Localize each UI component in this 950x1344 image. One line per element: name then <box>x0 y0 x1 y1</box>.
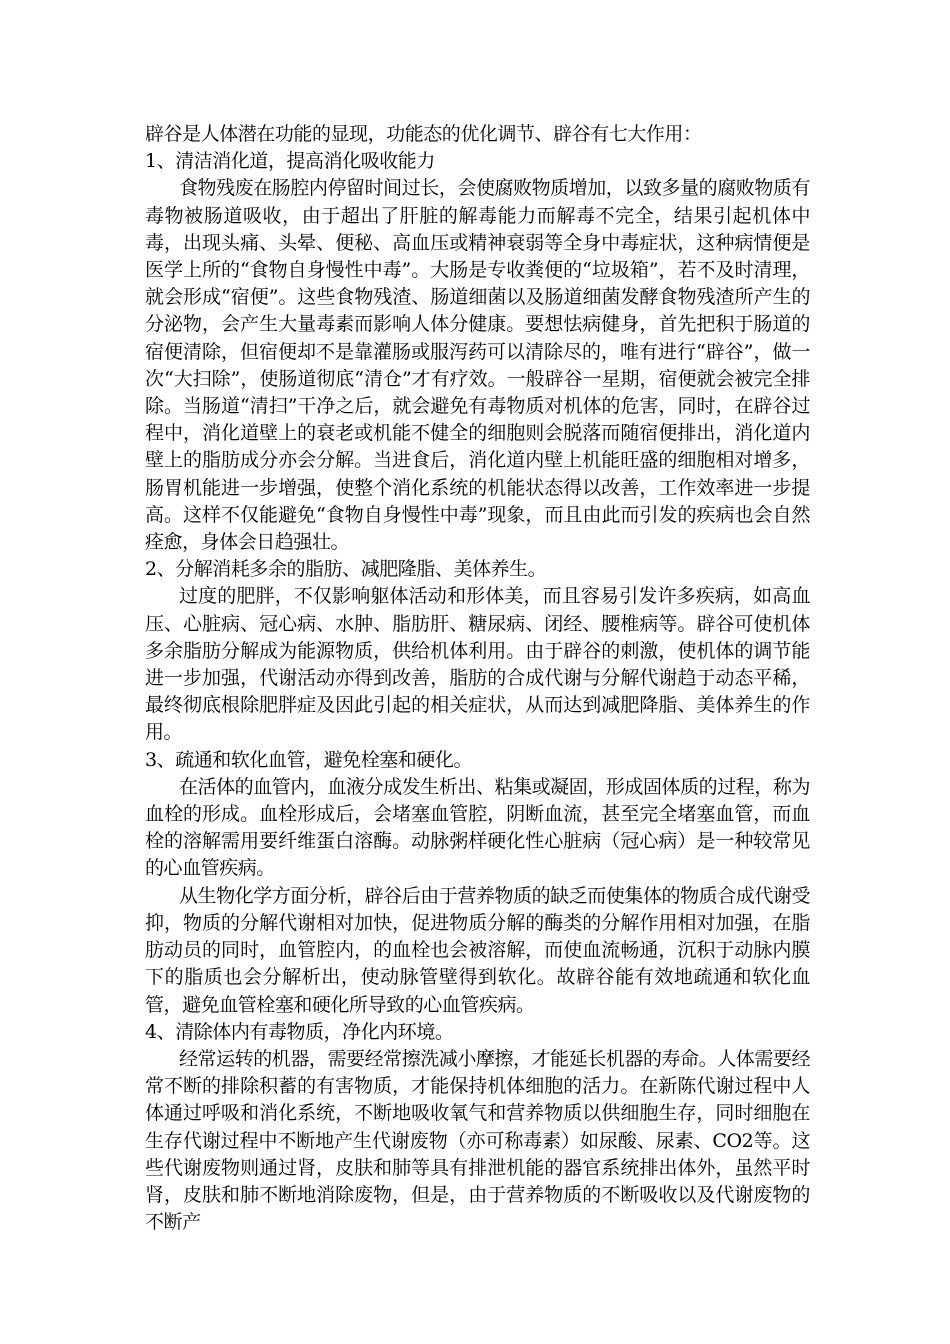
section-paragraph: 经常运转的机器，需要经常擦洗减小摩擦，才能延长机器的寿命。人体需要经常不断的排除积蓄的有害物质，才能保持机体细胞的活力。在新陈代谢过程中人体通过呼吸和消化系统，不断地吸收氧气和营养物质以供细胞生存，同时细胞在生存代谢过程中不断地产生代谢废物（亦可称毒素）如尿酸、尿素、CO2等。这些代谢废物则通过肾，皮肤和肺等具有排泄机能的器官系统排出体外，虽然平时肾，皮肤和肺不断地消除废物，但是，由于营养物质的不断吸收以及代谢废物的不断产 <box>145 1047 810 1234</box>
section-paragraph: 在活体的血管内，血液分成发生析出、粘集或凝固，形成固体质的过程，称为血栓的形成。血栓形成后，会堵塞血管腔，阴断血流，甚至完全堵塞血管，而血栓的溶解需用要纤维蛋白溶酶。动脉粥样硬化性心脏病（冠心病）是一种较常见的心血管疾病。 <box>145 775 810 880</box>
section-paragraph: 过度的肥胖，不仅影响躯体活动和形体美，而且容易引发许多疾病，如高血压、心脏病、冠心病、水肿、脂肪肝、糖尿病、闭经、腰椎病等。辟谷可使机体多余脂肪分解成为能源物质，供给机体利用。由于辟谷的刺激，使机体的调节能进一步加强，代谢活动亦得到改善，脂肪的合成代谢与分解代谢趋于动态平稀，最终彻底根除肥胖症及因此引起的相关症状，从而达到减肥降脂、美体养生的作用。 <box>145 585 810 744</box>
intro-paragraph: 辟谷是人体潜在功能的显现，功能态的优化调节、辟谷有七大作用： <box>145 123 702 145</box>
section-heading-1: 1、清洁消化道，提高消化吸收能力 <box>145 150 435 173</box>
section-paragraph: 食物残废在肠腔内停留时间过长，会使腐败物质增加，以致多量的腐败物质有毒物被肠道吸收，由于超出了肝脏的解毒能力而解毒不完全，结果引起机体中毒，出现头痛、头晕、便秘、高血压或精神衰弱等全身中毒症状，这种病情便是医学上所的“食物自身慢性中毒”。大肠是专收粪便的“垃圾箱”，若不及时清理，就会形成“宿便”。这些食物残渣、肠道细菌以及肠道细菌发酵食物残渣所产生的分泌物，会产生大量毒素而影响人体分健康。要想怯病健身，首先把积于肠道的宿便清除，但宿便却不是靠灌肠或服泻药可以清除尽的，唯有进行“辟谷”，做一次“大扫除”，使肠道彻底“清仓”才有疗效。一般辟谷一星期，宿便就会被完全排除。当肠道“清扫”干净之后，就会避免有毒物质对机体的危害，同时，在辟谷过程中，消化道壁上的衰老或机能不健全的细胞则会脱落而随宿便排出，消化道内壁上的脂肪成分亦会分解。当进食后，消化道内壁上机能旺盛的细胞相对增多，肠胃机能进一步增强，使整个消化系统的机能状态得以改善，工作效率进一步提高。这样不仅能避免“食物自身慢性中毒”现象，而且由此而引发的疾病也会自然痊愈，身体会日趋强壮。 <box>145 177 810 554</box>
section-heading-4: 4、清除体内有毒物质，净化内环境。 <box>145 1020 454 1043</box>
document-body <box>145 121 810 1236</box>
section-heading-2: 2、分解消耗多余的脂肪、减肥隆脂、美体养生。 <box>145 558 547 581</box>
section-heading-3: 3、疏通和软化血管，避免栓塞和硬化。 <box>145 748 472 771</box>
section-paragraph: 从生物化学方面分析，辟谷后由于营养物质的缺乏而使集体的物质合成代谢受抑，物质的分解代谢相对加快，促进物质分解的酶类的分解作用相对加强，在脂肪动员的同时，血管腔内，的血栓也会被溶解，而使血流畅通，沉积于动脉内膜下的脂质也会分解析出，使动脉管壁得到软化。故辟谷能有效地疏通和软化血管，避免血管栓塞和硬化所导致的心血管疾病。 <box>145 884 810 1016</box>
